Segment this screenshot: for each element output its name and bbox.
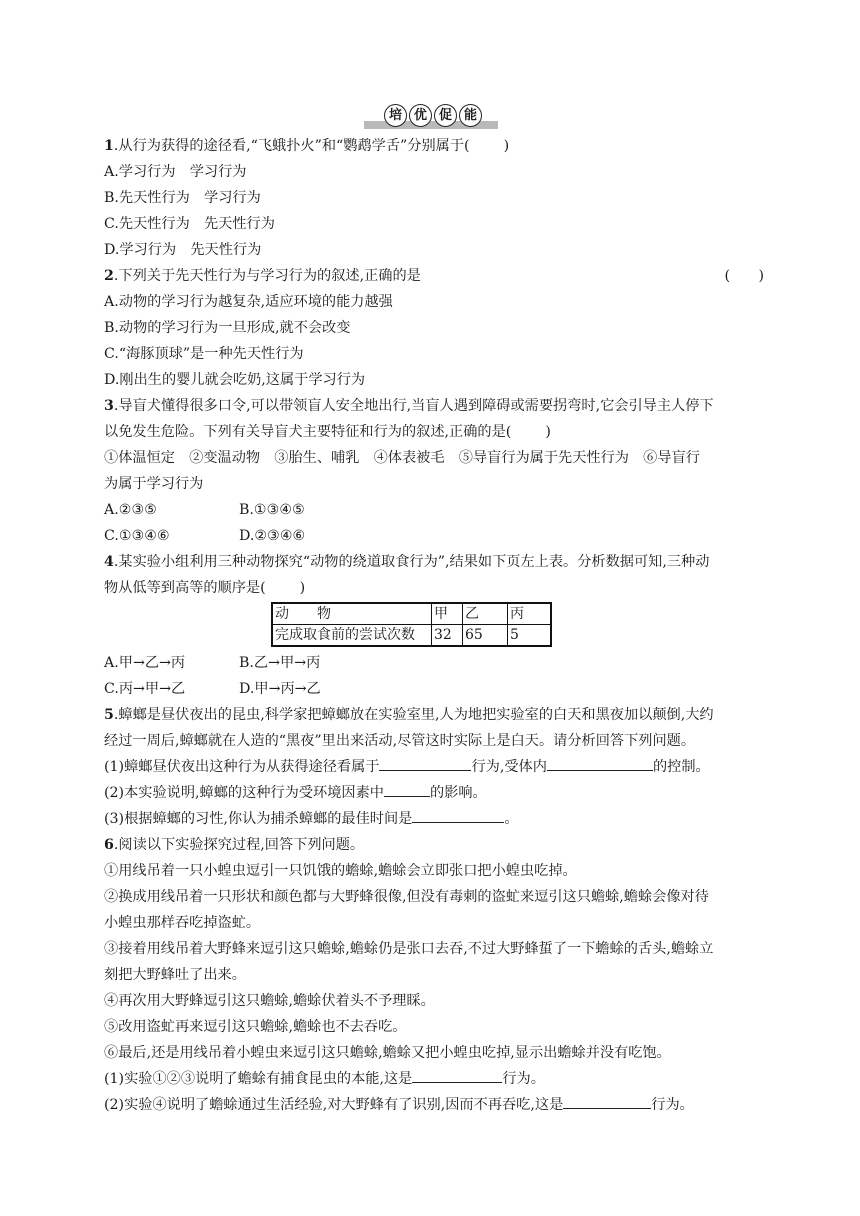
experiment-step: ④再次用大野蜂逗引这只蟾蜍,蟾蜍伏着头不予理睬。 [104, 993, 435, 1009]
option: B.动物的学习行为一旦形成,就不会改变 [104, 320, 351, 336]
experiment-step: ①用线吊着一只小蝗虫逗引一只饥饿的蟾蜍,蟾蜍会立即张口把小蝗虫吃掉。 [104, 863, 577, 879]
answer-blank[interactable] [412, 806, 504, 823]
option-row [104, 676, 764, 702]
option: D.甲→丙→乙 [239, 681, 321, 697]
question-2-stem: 2.下列关于先天性行为与学习行为的叙述,正确的是 ( ) [104, 263, 764, 289]
answer-blank[interactable] [412, 1066, 502, 1083]
question-5-stem: 5.蟑螂是昼伏夜出的昆虫,科学家把蟑螂放在实验室里,人为地把实验室的白天和黑夜加以颠倒,大约 [104, 707, 714, 723]
experiment-step-cont: 刻把大野蜂吐了出来。 [104, 967, 246, 983]
question-6-sub-2: (2)实验④说明了蟾蜍通过生活经验,对大野蜂有了识别,因而不再吞吃,这是 行为。 [104, 1092, 764, 1118]
option-row [104, 523, 764, 549]
option: D.刚出生的婴儿就会吃奶,这属于学习行为 [104, 372, 366, 388]
header-char: 能 [459, 104, 482, 127]
option: A.学习行为 学习行为 [104, 164, 247, 180]
question-3-stem-cont: 以免发生危险。下列有关导盲犬主要特征和行为的叙述,正确的是( ) [104, 424, 551, 440]
experiment-step-cont: 小蝗虫那样吞吃掉盗虻。 [104, 915, 261, 931]
header-char: 培 [384, 104, 407, 127]
option: C.丙→甲→乙 [104, 681, 186, 697]
question-3-items: ①体温恒定 ②变温动物 ③胎生、哺乳 ④体表被毛 ⑤导盲行为属于先天性行为 ⑥导盲行 [104, 450, 700, 466]
experiment-step: ③接着用线吊着大野蜂来逗引这只蟾蜍,蟾蜍仍是张口去吞,不过大野蜂蜇了一下蟾蜍的舌头,蟾蜍立 [104, 941, 714, 957]
questions [104, 133, 764, 1118]
table-cell: 完成取食前的尝试次数 [272, 625, 432, 647]
option: A.动物的学习行为越复杂,适应环境的能力越强 [104, 294, 393, 310]
table-cell: 65 [463, 625, 508, 647]
question-3-items-cont: 为属于学习行为 [104, 476, 204, 492]
option: B.①③④⑤ [239, 502, 305, 518]
option: D.学习行为 先天性行为 [104, 242, 262, 258]
question-5-sub-1: (1)蟑螂昼伏夜出这种行为从获得途径看属于 行为,受体内 的控制。 [104, 754, 764, 780]
table-cell: 5 [508, 625, 552, 647]
header-char: 促 [434, 104, 457, 127]
answer-blank[interactable] [547, 754, 653, 771]
answer-blank[interactable] [379, 754, 471, 771]
option: C.①③④⑥ [104, 528, 170, 544]
table-cell: 丙 [508, 603, 552, 625]
answer-blank[interactable] [563, 1092, 651, 1109]
question-1-stem: 1.从行为获得的途径看,“飞蛾扑火”和“鹦鹉学舌”分别属于( ) [104, 138, 510, 154]
option: D.②③④⑥ [239, 528, 306, 544]
header-char: 优 [409, 104, 432, 127]
experiment-step: ⑤改用盗虻再来逗引这只蟾蜍,蟾蜍也不去吞吃。 [104, 1019, 407, 1035]
question-6-sub-1: (1)实验①②③说明了蟾蜍有捕食昆虫的本能,这是 行为。 [104, 1066, 764, 1092]
section-header [364, 104, 498, 130]
option: C.“海豚顶球”是一种先天性行为 [104, 346, 304, 362]
option: A.甲→乙→丙 [104, 655, 186, 671]
option-row [104, 650, 764, 676]
question-6-stem: 6.阅读以下实验探究过程,回答下列问题。 [104, 837, 365, 853]
question-5-stem-cont: 经过一周后,蟑螂就在人造的“黑夜”里出来活动,尽管这时实际上是白天。请分析回答下列问题。 [104, 733, 696, 749]
table-cell: 甲 [432, 603, 463, 625]
question-4-stem: 4.某实验小组利用三种动物探究“动物的绕道取食行为”,结果如下页左上表。分析数据可知,三种动 [104, 554, 710, 570]
answer-blank[interactable] [384, 780, 430, 797]
option: B.先天性行为 学习行为 [104, 190, 261, 206]
option: B.乙→甲→丙 [239, 655, 321, 671]
option-row [104, 497, 764, 523]
experiment-step: ⑥最后,还是用线吊着小蝗虫来逗引这只蟾蜍,蟾蜍又把小蝗虫吃掉,显示出蟾蜍并没有吃饱。 [104, 1045, 671, 1061]
question-3-stem: 3.导盲犬懂得很多口令,可以带领盲人安全地出行,当盲人遇到障碍或需要拐弯时,它会引导主人停下 [104, 398, 714, 414]
table-cell: 32 [432, 625, 463, 647]
header-title [384, 104, 482, 127]
experiment-step: ②换成用线吊着一只形状和颜色都与大野蜂很像,但没有毒刺的盗虻来逗引这只蟾蜍,蟾蜍会像对待 [104, 889, 709, 905]
answer-paren: ( ) [724, 268, 764, 284]
table-cell: 乙 [463, 603, 508, 625]
table-cell: 动 物 [272, 603, 432, 625]
question-5-sub-2: (2)本实验说明,蟑螂的这种行为受环境因素中 的影响。 [104, 780, 764, 806]
table-row [272, 603, 551, 625]
experiment-table [271, 602, 552, 647]
table-row [272, 625, 551, 647]
option: A.②③⑤ [104, 502, 157, 518]
option: C.先天性行为 先天性行为 [104, 216, 275, 232]
question-5-sub-3: (3)根据蟑螂的习性,你认为捕杀蟑螂的最佳时间是 。 [104, 806, 764, 832]
question-4-stem-cont: 物从低等到高等的顺序是( ) [104, 580, 306, 596]
